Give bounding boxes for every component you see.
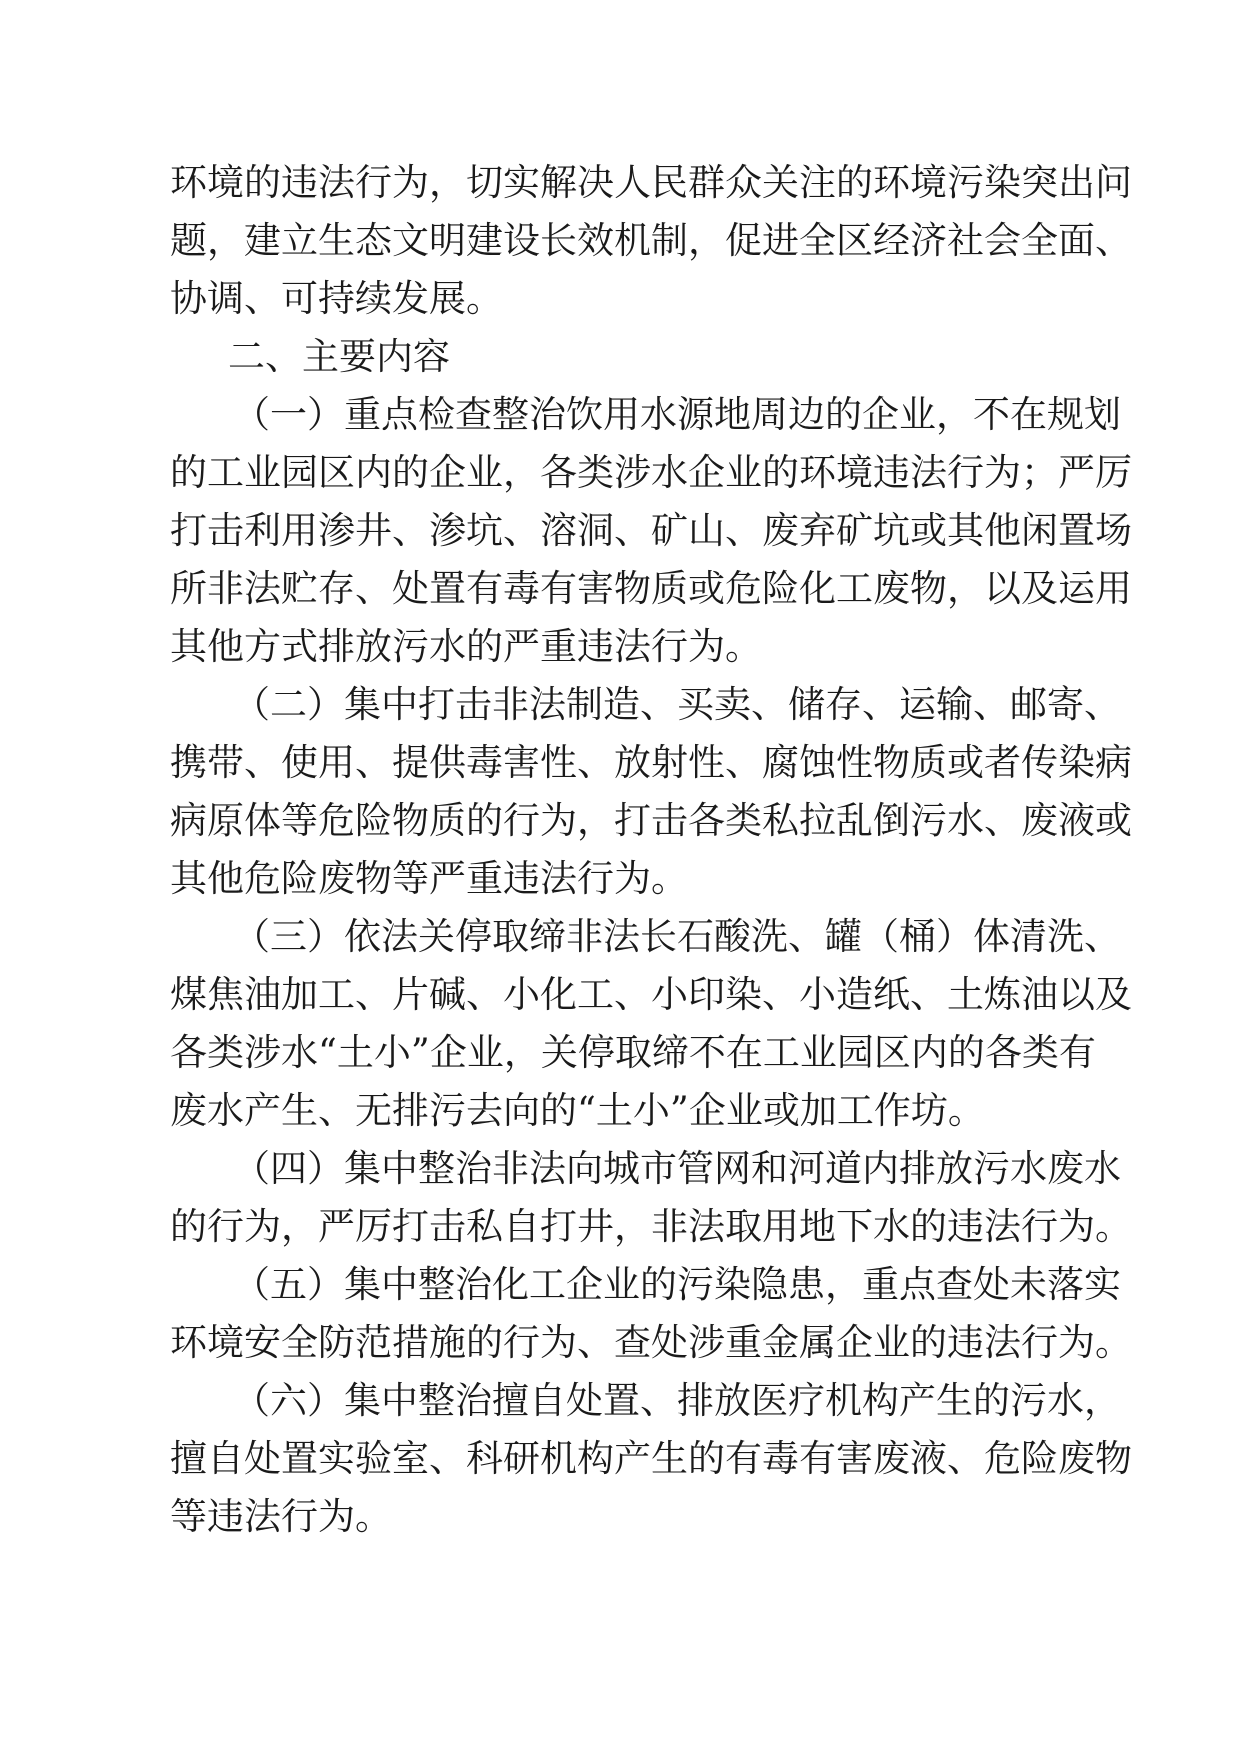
line-text: 的行为，严厉打击私自打井，非法取用地下水的违法行为。 xyxy=(170,1205,1132,1248)
line-text: 煤焦油加工、片碱、小化工、小印染、小造纸、土炼油以及 xyxy=(170,973,1132,1016)
line-text: 的工业园区内的企业，各类涉水企业的环境违法行为；严厉 xyxy=(170,451,1132,494)
text-line xyxy=(0,269,1241,329)
line-text: （五）集中整治化工企业的污染隐患，重点查处未落实 xyxy=(233,1263,1121,1306)
line-text: 环境安全防范措施的行为、查处涉重金属企业的违法行为。 xyxy=(170,1321,1132,1364)
line-text: （二）集中打击非法制造、买卖、储存、运输、邮寄、 xyxy=(233,683,1121,726)
line-text: 携带、使用、提供毒害性、放射性、腐蚀性物质或者传染病 xyxy=(170,741,1132,784)
text-line xyxy=(0,153,1241,213)
line-text: 各类涉水“土小”企业，关停取缔不在工业园区内的各类有 xyxy=(170,1031,1096,1074)
text-line xyxy=(0,1197,1241,1257)
text-line xyxy=(0,1023,1241,1083)
text-line xyxy=(0,559,1241,619)
line-text: （三）依法关停取缔非法长石酸洗、罐（桶）体清洗、 xyxy=(233,915,1121,958)
text-line xyxy=(0,907,1241,967)
text-line xyxy=(0,791,1241,851)
text-line xyxy=(0,385,1241,445)
text-line xyxy=(0,501,1241,561)
line-text: 所非法贮存、处置有毒有害物质或危险化工废物，以及运用 xyxy=(170,567,1132,610)
text-line xyxy=(0,1487,1241,1547)
line-text: 协调、可持续发展。 xyxy=(170,277,503,320)
text-line xyxy=(0,443,1241,503)
text-line xyxy=(0,1139,1241,1199)
text-line xyxy=(0,1429,1241,1489)
text-line xyxy=(0,733,1241,793)
line-text: 废水产生、无排污去向的“土小”企业或加工作坊。 xyxy=(170,1089,985,1132)
section-heading xyxy=(0,327,1241,387)
text-line xyxy=(0,211,1241,271)
text-line xyxy=(0,617,1241,677)
line-text: 其他危险废物等严重违法行为。 xyxy=(170,857,688,900)
heading-text: 二、主要内容 xyxy=(228,335,450,378)
text-line xyxy=(0,675,1241,735)
text-line xyxy=(0,1255,1241,1315)
line-text: 等违法行为。 xyxy=(170,1495,392,1538)
text-line xyxy=(0,965,1241,1025)
line-text: 擅自处置实验室、科研机构产生的有毒有害废液、危险废物 xyxy=(170,1437,1132,1480)
text-line xyxy=(0,1081,1241,1141)
line-text: （四）集中整治非法向城市管网和河道内排放污水废水 xyxy=(233,1147,1121,1190)
line-text: （六）集中整治擅自处置、排放医疗机构产生的污水， xyxy=(233,1379,1121,1422)
text-line xyxy=(0,1313,1241,1373)
line-text: 环境的违法行为，切实解决人民群众关注的环境污染突出问 xyxy=(170,161,1132,204)
line-text: 题，建立生态文明建设长效机制，促进全区经济社会全面、 xyxy=(170,219,1132,262)
text-line xyxy=(0,1371,1241,1431)
text-line xyxy=(0,849,1241,909)
line-text: （一）重点检查整治饮用水源地周边的企业，不在规划 xyxy=(233,393,1121,436)
line-text: 打击利用渗井、渗坑、溶洞、矿山、废弃矿坑或其他闲置场 xyxy=(170,509,1132,552)
line-text: 病原体等危险物质的行为，打击各类私拉乱倒污水、废液或 xyxy=(170,799,1132,842)
line-text: 其他方式排放污水的严重违法行为。 xyxy=(170,625,762,668)
